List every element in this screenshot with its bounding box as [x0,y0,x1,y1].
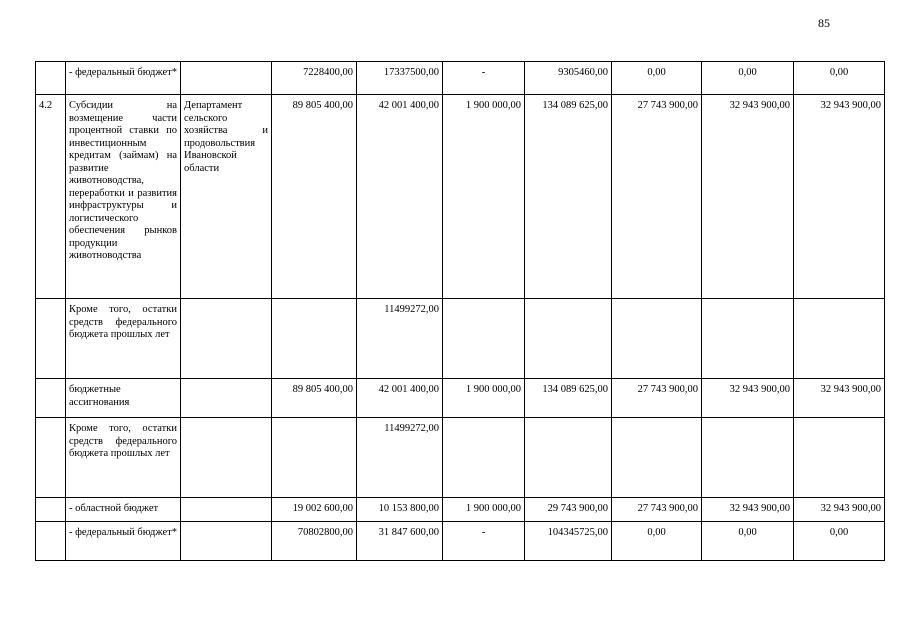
value-cell: 0,00 [702,522,794,561]
value-cell: 42 001 400,00 [357,379,443,418]
value-cell: 32 943 900,00 [702,498,794,522]
value-cell: 11499272,00 [357,299,443,379]
row-id-cell [36,299,66,379]
row-executor-cell [181,418,272,498]
value-cell: 1 900 000,00 [443,498,525,522]
value-cell: 19 002 600,00 [272,498,357,522]
value-cell [443,299,525,379]
row-description-cell: бюджетные ассигнования [66,379,181,418]
row-id-cell [36,498,66,522]
value-cell: - [443,522,525,561]
value-cell [702,299,794,379]
row-description-cell: - областной бюджет [66,498,181,522]
value-cell: - [443,62,525,95]
value-cell: 32 943 900,00 [702,95,794,299]
row-id-cell [36,418,66,498]
value-cell: 0,00 [612,62,702,95]
value-cell: 104345725,00 [525,522,612,561]
budget-table [35,61,885,561]
row-description-cell: - федеральный бюджет* [66,522,181,561]
value-cell [272,299,357,379]
row-executor-cell [181,379,272,418]
value-cell: 70802800,00 [272,522,357,561]
value-cell: 42 001 400,00 [357,95,443,299]
value-cell [525,299,612,379]
row-id-cell [36,62,66,95]
value-cell: 89 805 400,00 [272,379,357,418]
value-cell: 27 743 900,00 [612,379,702,418]
value-cell: 134 089 625,00 [525,379,612,418]
value-cell: 29 743 900,00 [525,498,612,522]
table-row [36,95,885,299]
row-id-cell [36,522,66,561]
value-cell: 0,00 [794,522,885,561]
value-cell: 32 943 900,00 [794,95,885,299]
value-cell [272,418,357,498]
value-cell [794,299,885,379]
value-cell: 1 900 000,00 [443,95,525,299]
page-number: 85 [818,16,830,30]
value-cell: 32 943 900,00 [794,379,885,418]
row-description-cell: Кроме того, остатки средств федерального бюджета прошлых лет [66,418,181,498]
table-row [36,299,885,379]
value-cell [702,418,794,498]
table-row [36,418,885,498]
row-executor-cell [181,498,272,522]
table-row [36,522,885,561]
row-id-cell [36,379,66,418]
row-id-cell: 4.2 [36,95,66,299]
row-executor-cell [181,62,272,95]
table-row [36,498,885,522]
value-cell: 0,00 [702,62,794,95]
row-description-cell: Кроме того, остатки средств федерального бюджета прошлых лет [66,299,181,379]
row-executor-cell [181,299,272,379]
value-cell: 10 153 800,00 [357,498,443,522]
value-cell [612,299,702,379]
value-cell [443,418,525,498]
value-cell: 32 943 900,00 [794,498,885,522]
value-cell: 89 805 400,00 [272,95,357,299]
value-cell: 1 900 000,00 [443,379,525,418]
value-cell: 134 089 625,00 [525,95,612,299]
table-row [36,62,885,95]
value-cell: 7228400,00 [272,62,357,95]
row-executor-cell [181,522,272,561]
row-executor-cell: Департамент сельского хозяйства и продовольствия Ивановской области [181,95,272,299]
value-cell: 27 743 900,00 [612,95,702,299]
value-cell [612,418,702,498]
value-cell: 0,00 [612,522,702,561]
value-cell: 11499272,00 [357,418,443,498]
row-description-cell: - федеральный бюджет* [66,62,181,95]
value-cell: 27 743 900,00 [612,498,702,522]
value-cell [794,418,885,498]
value-cell: 9305460,00 [525,62,612,95]
value-cell: 31 847 600,00 [357,522,443,561]
table-row [36,379,885,418]
value-cell: 32 943 900,00 [702,379,794,418]
row-description-cell: Субсидии на возмещение части процентной ставки по инвестиционным кредитам (займам) на развитие животноводства, переработки и развития инфраструктуры и логистического обеспечения рынков продукции животноводства [66,95,181,299]
value-cell: 0,00 [794,62,885,95]
value-cell [525,418,612,498]
value-cell: 17337500,00 [357,62,443,95]
